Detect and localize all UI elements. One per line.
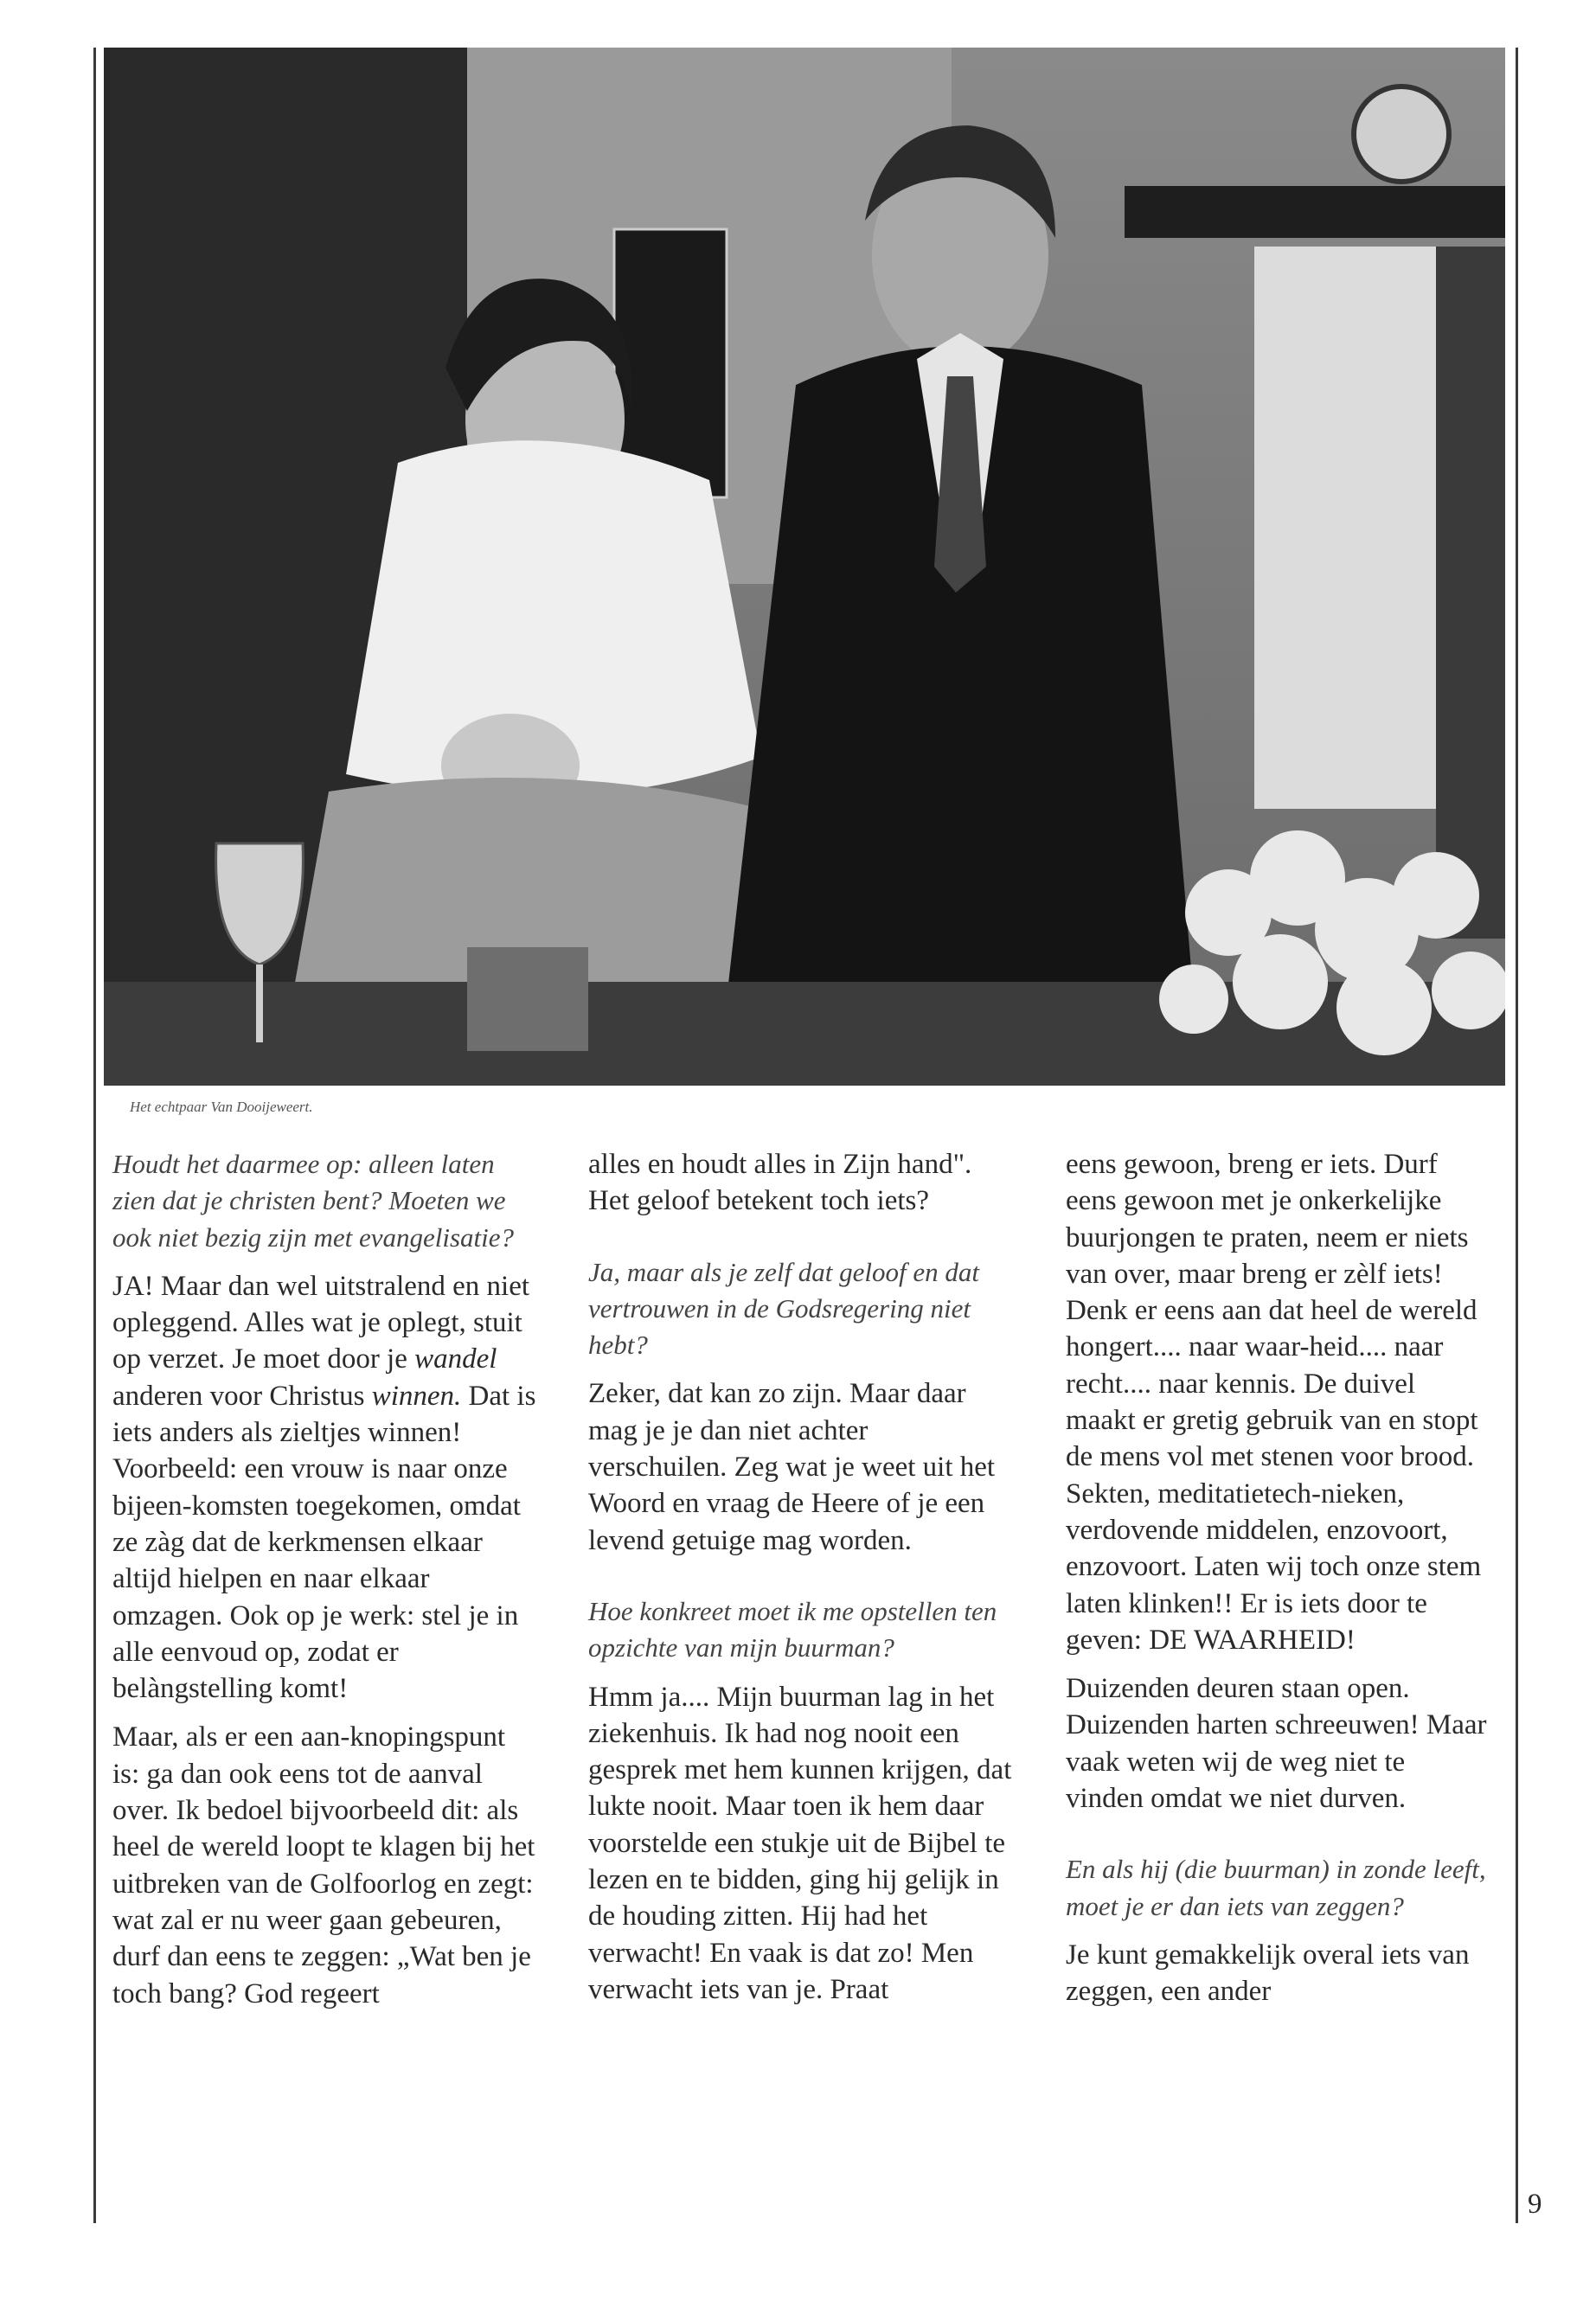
interview-answer bbox=[588, 1375, 1012, 1558]
answer-text: Dat is iets anders als zieltjes winnen! Voorbeeld: een vrouw is naar onze bijeen-komsten toegekomen, omdat ze zàg dat de kerkmensen elkaar altijd hielpen en naar elkaar omzagen. Ook op je werk: stel je in alle eenvoud op, zodat er belàngstelling komt! bbox=[112, 1380, 536, 1705]
photo-caption: Het echtpaar Van Dooijeweert. bbox=[130, 1099, 313, 1115]
emphasis-text: winnen. bbox=[371, 1380, 462, 1412]
interview-question: Hoe konkreet moet ik me opstellen ten opzichte van mijn buurman? bbox=[588, 1595, 997, 1663]
page-number: 9 bbox=[1528, 2189, 1542, 2220]
right-column-rule bbox=[1516, 48, 1518, 2223]
interview-answer bbox=[112, 1268, 536, 1708]
emphasis-text: wandel bbox=[414, 1343, 497, 1375]
interview-answer bbox=[1066, 1146, 1490, 1658]
interview-answer bbox=[1066, 1937, 1490, 2010]
answer-text: JA! Maar dan wel uitstralend en niet opleggend. Alles wat je oplegt, stuit op verzet. Je moet door je bbox=[112, 1270, 530, 1375]
answer-text: eens gewoon, breng er iets. Durf eens gewoon met je onkerkelijke buurjongen te praten, neem er niets van over, maar breng er zèlf iets! Denk er eens aan dat heel de wereld hongert.... naar waar-heid.... naar recht.... naar kennis. De duivel maakt er gretig gebruik van en stopt de mens vol met stenen voor brood. Sekten, meditatietech-nieken, verdovende middelen, enzovoort, enzovoort. Laten wij toch onze stem laten klinken!! Er is iets door te geven: bbox=[1066, 1149, 1482, 1656]
answer-text: Hmm ja.... Mijn buurman lag in het ziekenhuis. Ik had nog nooit een gesprek met hem kunnen krijgen, dat lukte nooit. Maar toen ik hem daar voorstelde een stukje uit de Bijbel te lezen en te bidden, ging hij gelijk in de houding zitten. Hij had het verwacht! En vaak is dat zo! Men verwacht iets van je. Praat bbox=[588, 1681, 1012, 2005]
left-column-rule bbox=[93, 48, 96, 2223]
emphasis-caps-text: DE WAARHEID! bbox=[1149, 1624, 1356, 1656]
article-column-2 bbox=[588, 1146, 1012, 2020]
article-column-1 bbox=[112, 1146, 536, 2024]
answer-text: alles en houdt alles in Zijn hand". Het geloof betekent toch iets? bbox=[588, 1149, 972, 1217]
answer-text: Duizenden deuren staan open. Duizenden harten schreeuwen! Maar vaak weten wij de weg niet te vinden omdat we niet durven. bbox=[1066, 1673, 1487, 1815]
couple-photo bbox=[104, 48, 1505, 1086]
answer-text: anderen voor Christus bbox=[112, 1380, 372, 1412]
interview-question: Houdt het daarmee op: alleen laten zien dat je christen bent? Moeten we ook niet bezig zijn met evangelisatie? bbox=[112, 1149, 515, 1253]
interview-answer bbox=[588, 1146, 1012, 1220]
interview-question: Ja, maar als je zelf dat geloof en dat vertrouwen in de Godsregering niet hebt? bbox=[588, 1256, 980, 1361]
answer-text: Zeker, dat kan zo zijn. Maar daar mag je je dan niet achter verschuilen. Zeg wat je weet uit het Woord en vraag de Heere of je een levend getuige mag worden. bbox=[588, 1378, 996, 1556]
interview-answer bbox=[112, 1719, 536, 2011]
article-column-3 bbox=[1066, 1146, 1490, 2022]
answer-text: Je kunt gemakkelijk overal iets van zeggen, een ander bbox=[1066, 1939, 1470, 2008]
interview-answer bbox=[1066, 1670, 1490, 1817]
interview-question: En als hij (die buurman) in zonde leeft, moet je er dan iets van zeggen? bbox=[1066, 1854, 1486, 1921]
interview-answer bbox=[588, 1679, 1012, 2009]
answer-text: Maar, als er een aan-knopingspunt is: ga dan ook eens tot de aanval over. Ik bedoel bijvoorbeeld dit: als heel de wereld loopt te klagen bij het uitbreken van de Golfoorlog en zegt: wat zal er nu weer gaan gebeuren, durf dan eens te zeggen: „Wat ben je toch bang? God regeert bbox=[112, 1721, 535, 2009]
